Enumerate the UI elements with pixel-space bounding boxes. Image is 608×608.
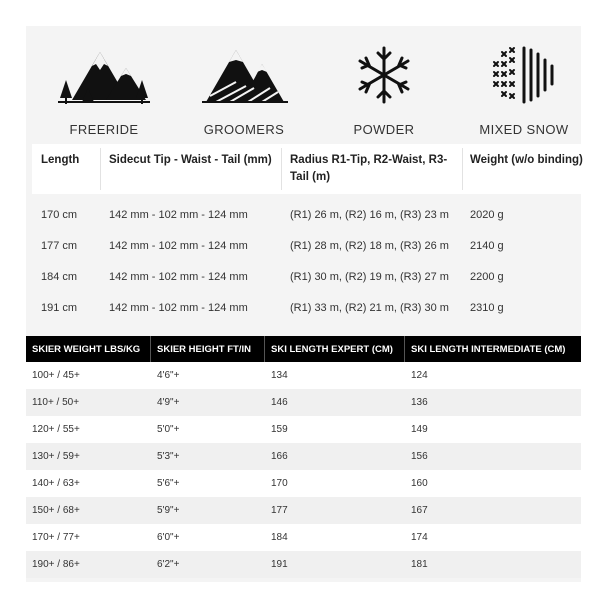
specs-cell-weight: 2020 g xyxy=(470,209,504,221)
sizing-header-weight: SKIER WEIGHT LBS/KG xyxy=(32,344,141,355)
specs-header-divider xyxy=(281,148,282,190)
sizing-row xyxy=(26,470,581,497)
terrain-label-powder: POWDER xyxy=(353,122,415,137)
terrain-label-groomers: GROOMERS xyxy=(203,122,285,137)
sizing-table-header xyxy=(26,336,581,362)
sizing-row xyxy=(26,416,581,443)
specs-row xyxy=(32,231,581,262)
specs-cell-sidecut: 142 mm - 102 mm - 124 mm xyxy=(109,302,248,314)
sizing-cell-height: 4'6"+ xyxy=(157,370,180,381)
mixed-snow-icon xyxy=(476,40,572,106)
sizing-cell-intermediate: 124 xyxy=(411,370,428,381)
specs-cell-weight: 2200 g xyxy=(470,271,504,283)
sizing-cell-height: 5'3"+ xyxy=(157,451,180,462)
specs-table-header xyxy=(32,144,581,194)
specs-header-divider xyxy=(462,148,463,190)
terrain-powder xyxy=(324,40,444,137)
sizing-header-intermediate: SKI LENGTH INTERMEDIATE (CM) xyxy=(411,344,566,355)
sizing-cell-height: 5'6"+ xyxy=(157,478,180,489)
terrain-freeride xyxy=(44,40,164,137)
sizing-row xyxy=(26,524,581,551)
specs-cell-radius: (R1) 28 m, (R2) 18 m, (R3) 26 m xyxy=(290,240,449,252)
sizing-row xyxy=(26,551,581,578)
snowflake-icon xyxy=(336,40,432,106)
sizing-cell-weight: 120+ / 55+ xyxy=(32,424,80,435)
specs-cell-sidecut: 142 mm - 102 mm - 124 mm xyxy=(109,209,248,221)
specs-row xyxy=(32,200,581,231)
mountain-trees-icon xyxy=(56,40,152,106)
specs-header-weight: Weight (w/o binding) xyxy=(470,154,583,166)
sizing-cell-intermediate: 149 xyxy=(411,424,428,435)
sizing-cell-expert: 166 xyxy=(271,451,288,462)
sizing-row xyxy=(26,443,581,470)
sizing-row xyxy=(26,497,581,524)
specs-cell-sidecut: 142 mm - 102 mm - 124 mm xyxy=(109,240,248,252)
terrain-label-freeride: FREERIDE xyxy=(69,122,139,137)
sizing-cell-expert: 159 xyxy=(271,424,288,435)
ski-spec-panel xyxy=(26,26,581,582)
sizing-cell-expert: 191 xyxy=(271,559,288,570)
specs-cell-sidecut: 142 mm - 102 mm - 124 mm xyxy=(109,271,248,283)
specs-cell-length: 184 cm xyxy=(41,271,78,283)
groomed-mountain-icon xyxy=(196,40,292,106)
specs-cell-weight: 2310 g xyxy=(470,302,504,314)
sizing-header-divider xyxy=(264,336,265,362)
sizing-cell-expert: 170 xyxy=(271,478,288,489)
terrain-icons-row xyxy=(26,26,581,144)
sizing-cell-expert: 134 xyxy=(271,370,288,381)
sizing-cell-expert: 177 xyxy=(271,505,288,516)
sizing-cell-height: 5'0"+ xyxy=(157,424,180,435)
specs-cell-length: 170 cm xyxy=(41,209,78,221)
specs-cell-radius: (R1) 30 m, (R2) 19 m, (R3) 27 m xyxy=(290,271,449,283)
specs-header-sidecut: Sidecut Tip - Waist - Tail (mm) xyxy=(109,154,272,166)
terrain-mixed-snow xyxy=(464,40,584,137)
specs-row xyxy=(32,262,581,293)
sizing-cell-weight: 100+ / 45+ xyxy=(32,370,80,381)
sizing-cell-height: 6'2"+ xyxy=(157,559,180,570)
sizing-header-divider xyxy=(404,336,405,362)
specs-row xyxy=(32,293,581,324)
sizing-row xyxy=(26,389,581,416)
sizing-cell-weight: 110+ / 50+ xyxy=(32,397,80,408)
sizing-cell-weight: 150+ / 68+ xyxy=(32,505,80,516)
specs-cell-radius: (R1) 26 m, (R2) 16 m, (R3) 23 m xyxy=(290,209,449,221)
terrain-label-mixed-snow: MIXED SNOW xyxy=(479,122,569,137)
sizing-cell-intermediate: 136 xyxy=(411,397,428,408)
sizing-cell-intermediate: 174 xyxy=(411,532,428,543)
sizing-row xyxy=(26,362,581,389)
sizing-cell-weight: 190+ / 86+ xyxy=(32,559,80,570)
sizing-cell-weight: 130+ / 59+ xyxy=(32,451,80,462)
specs-header-divider xyxy=(100,148,101,190)
sizing-cell-height: 6'0"+ xyxy=(157,532,180,543)
sizing-cell-expert: 184 xyxy=(271,532,288,543)
sizing-header-height: SKIER HEIGHT FT/IN xyxy=(157,344,251,355)
sizing-cell-weight: 140+ / 63+ xyxy=(32,478,80,489)
sizing-cell-intermediate: 167 xyxy=(411,505,428,516)
sizing-header-expert: SKI LENGTH EXPERT (CM) xyxy=(271,344,393,355)
sizing-cell-intermediate: 156 xyxy=(411,451,428,462)
specs-cell-length: 177 cm xyxy=(41,240,78,252)
sizing-cell-weight: 170+ / 77+ xyxy=(32,532,80,543)
specs-header-length: Length xyxy=(41,154,80,166)
terrain-groomers xyxy=(184,40,304,137)
sizing-cell-height: 4'9"+ xyxy=(157,397,180,408)
sizing-cell-expert: 146 xyxy=(271,397,288,408)
specs-header-radius: Radius R1-Tip, R2-Waist, R3-Tail (m) xyxy=(290,154,448,183)
sizing-header-divider xyxy=(150,336,151,362)
sizing-cell-height: 5'9"+ xyxy=(157,505,180,516)
sizing-cell-intermediate: 181 xyxy=(411,559,428,570)
sizing-cell-intermediate: 160 xyxy=(411,478,428,489)
specs-cell-weight: 2140 g xyxy=(470,240,504,252)
specs-cell-radius: (R1) 33 m, (R2) 21 m, (R3) 30 m xyxy=(290,302,449,314)
specs-cell-length: 191 cm xyxy=(41,302,78,314)
